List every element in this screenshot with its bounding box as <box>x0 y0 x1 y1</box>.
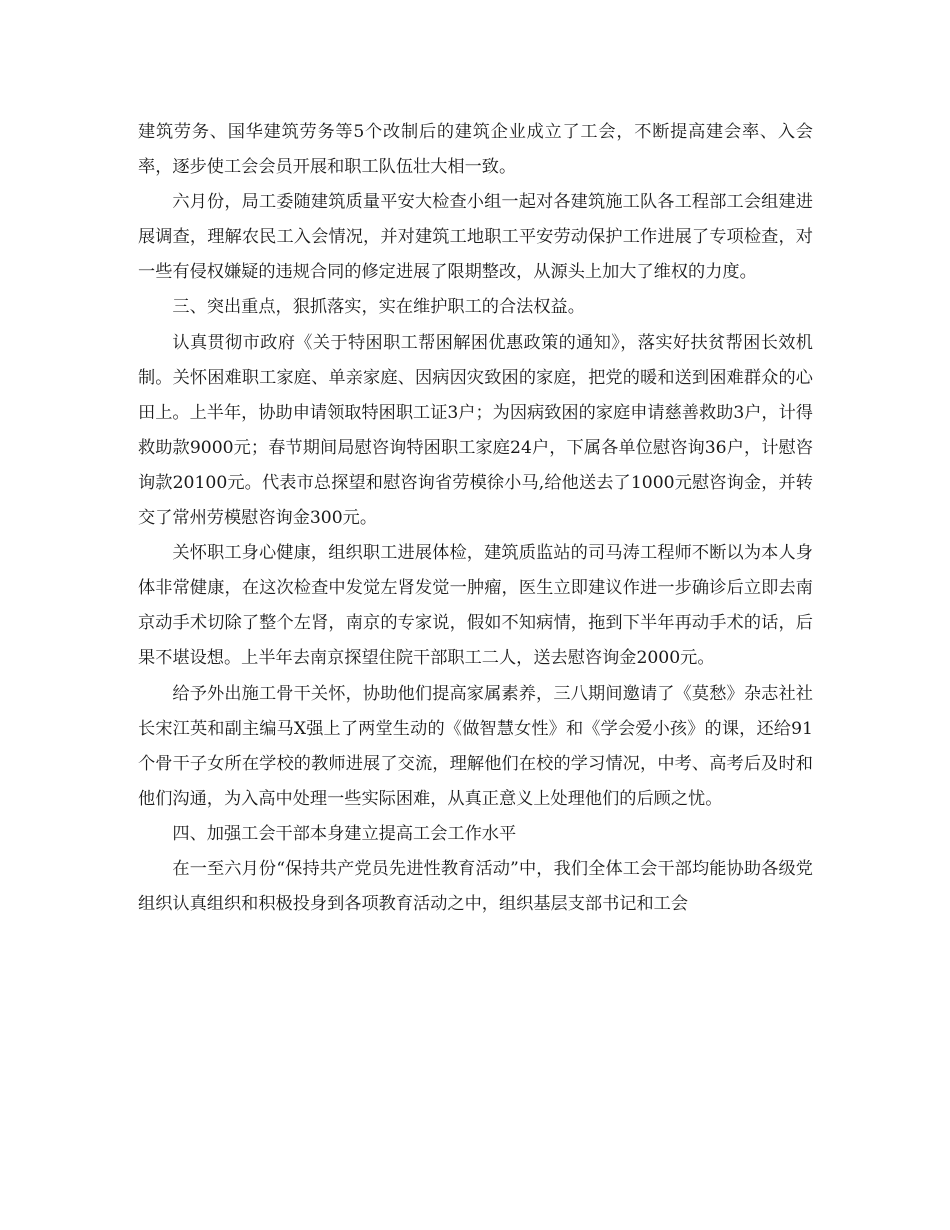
paragraph-1: 建筑劳务、国华建筑劳务等5个改制后的建筑企业成立了工会，不断提高建会率、入会率，逐步使工会会员开展和职工队伍壮大相一致。 <box>138 122 813 178</box>
paragraph-8: 在一至六月份“保持共产党员先进性教育活动”中，我们全体工会干部均能协助各级党组织认真组织和积极投身到各项教育活动之中，组织基层支部书记和工会 <box>138 858 813 915</box>
section-heading-4: 四、加强工会干部本身建立提高工会工作水平 <box>172 823 517 844</box>
document-page <box>138 115 813 922</box>
paragraph-4: 认真贯彻市政府《关于特困职工帮困解困优惠政策的通知》，落实好扶贫帮困长效机制。关怀困难职工家庭、单亲家庭、因病因灾致困的家庭，把党的暖和送到困难群众的心田上。上半年，协助申请领取特困职工证3户；为因病致困的家庭申请慈善救助3户，计得救助款9000元；春节期间局慰咨询特困职工家庭24户，下属各单位慰咨询36户，计慰咨询款20100元。代表市总探望和慰咨询省劳模徐小马,给他送去了1000元慰咨询金，并转交了常州劳模慰咨询金300元。 <box>138 332 813 529</box>
paragraph-6: 给予外出施工骨干关怀，协助他们提高家属素养，三八期间邀请了《莫愁》杂志社社长宋江英和副主编马X强上了两堂生动的《做智慧女性》和《学会爱小孩》的课，还给91个骨干子女所在学校的教师进展了交流，理解他们在校的学习情况，中考、高考后及时和他们沟通，为入高中处理一些实际困难，从真正意义上处理他们的后顾之忧。 <box>138 683 813 809</box>
paragraph-2: 六月份，局工委随建筑质量平安大检查小组一起对各建筑施工队各工程部工会组建进展调查，理解农民工入会情况，并对建筑工地职工平安劳动保护工作进展了专项检查，对一些有侵权嫌疑的违规合同的修定进展了限期整改，从源头上加大了维权的力度。 <box>138 192 813 283</box>
paragraph-5: 关怀职工身心健康，组织职工进展体检，建筑质监站的司马涛工程师不断以为本人身体非常健康，在这次检查中发觉左肾发觉一肿瘤，医生立即建议作进一步确诊后立即去南京动手术切除了整个左肾，南京的专家说，假如不知病情，拖到下半年再动手术的话，后果不堪设想。上半年去南京探望住院干部职工二人，送去慰咨询金2000元。 <box>138 543 813 669</box>
section-heading-3: 三、突出重点，狠抓落实，实在维护职工的合法权益。 <box>172 297 585 318</box>
